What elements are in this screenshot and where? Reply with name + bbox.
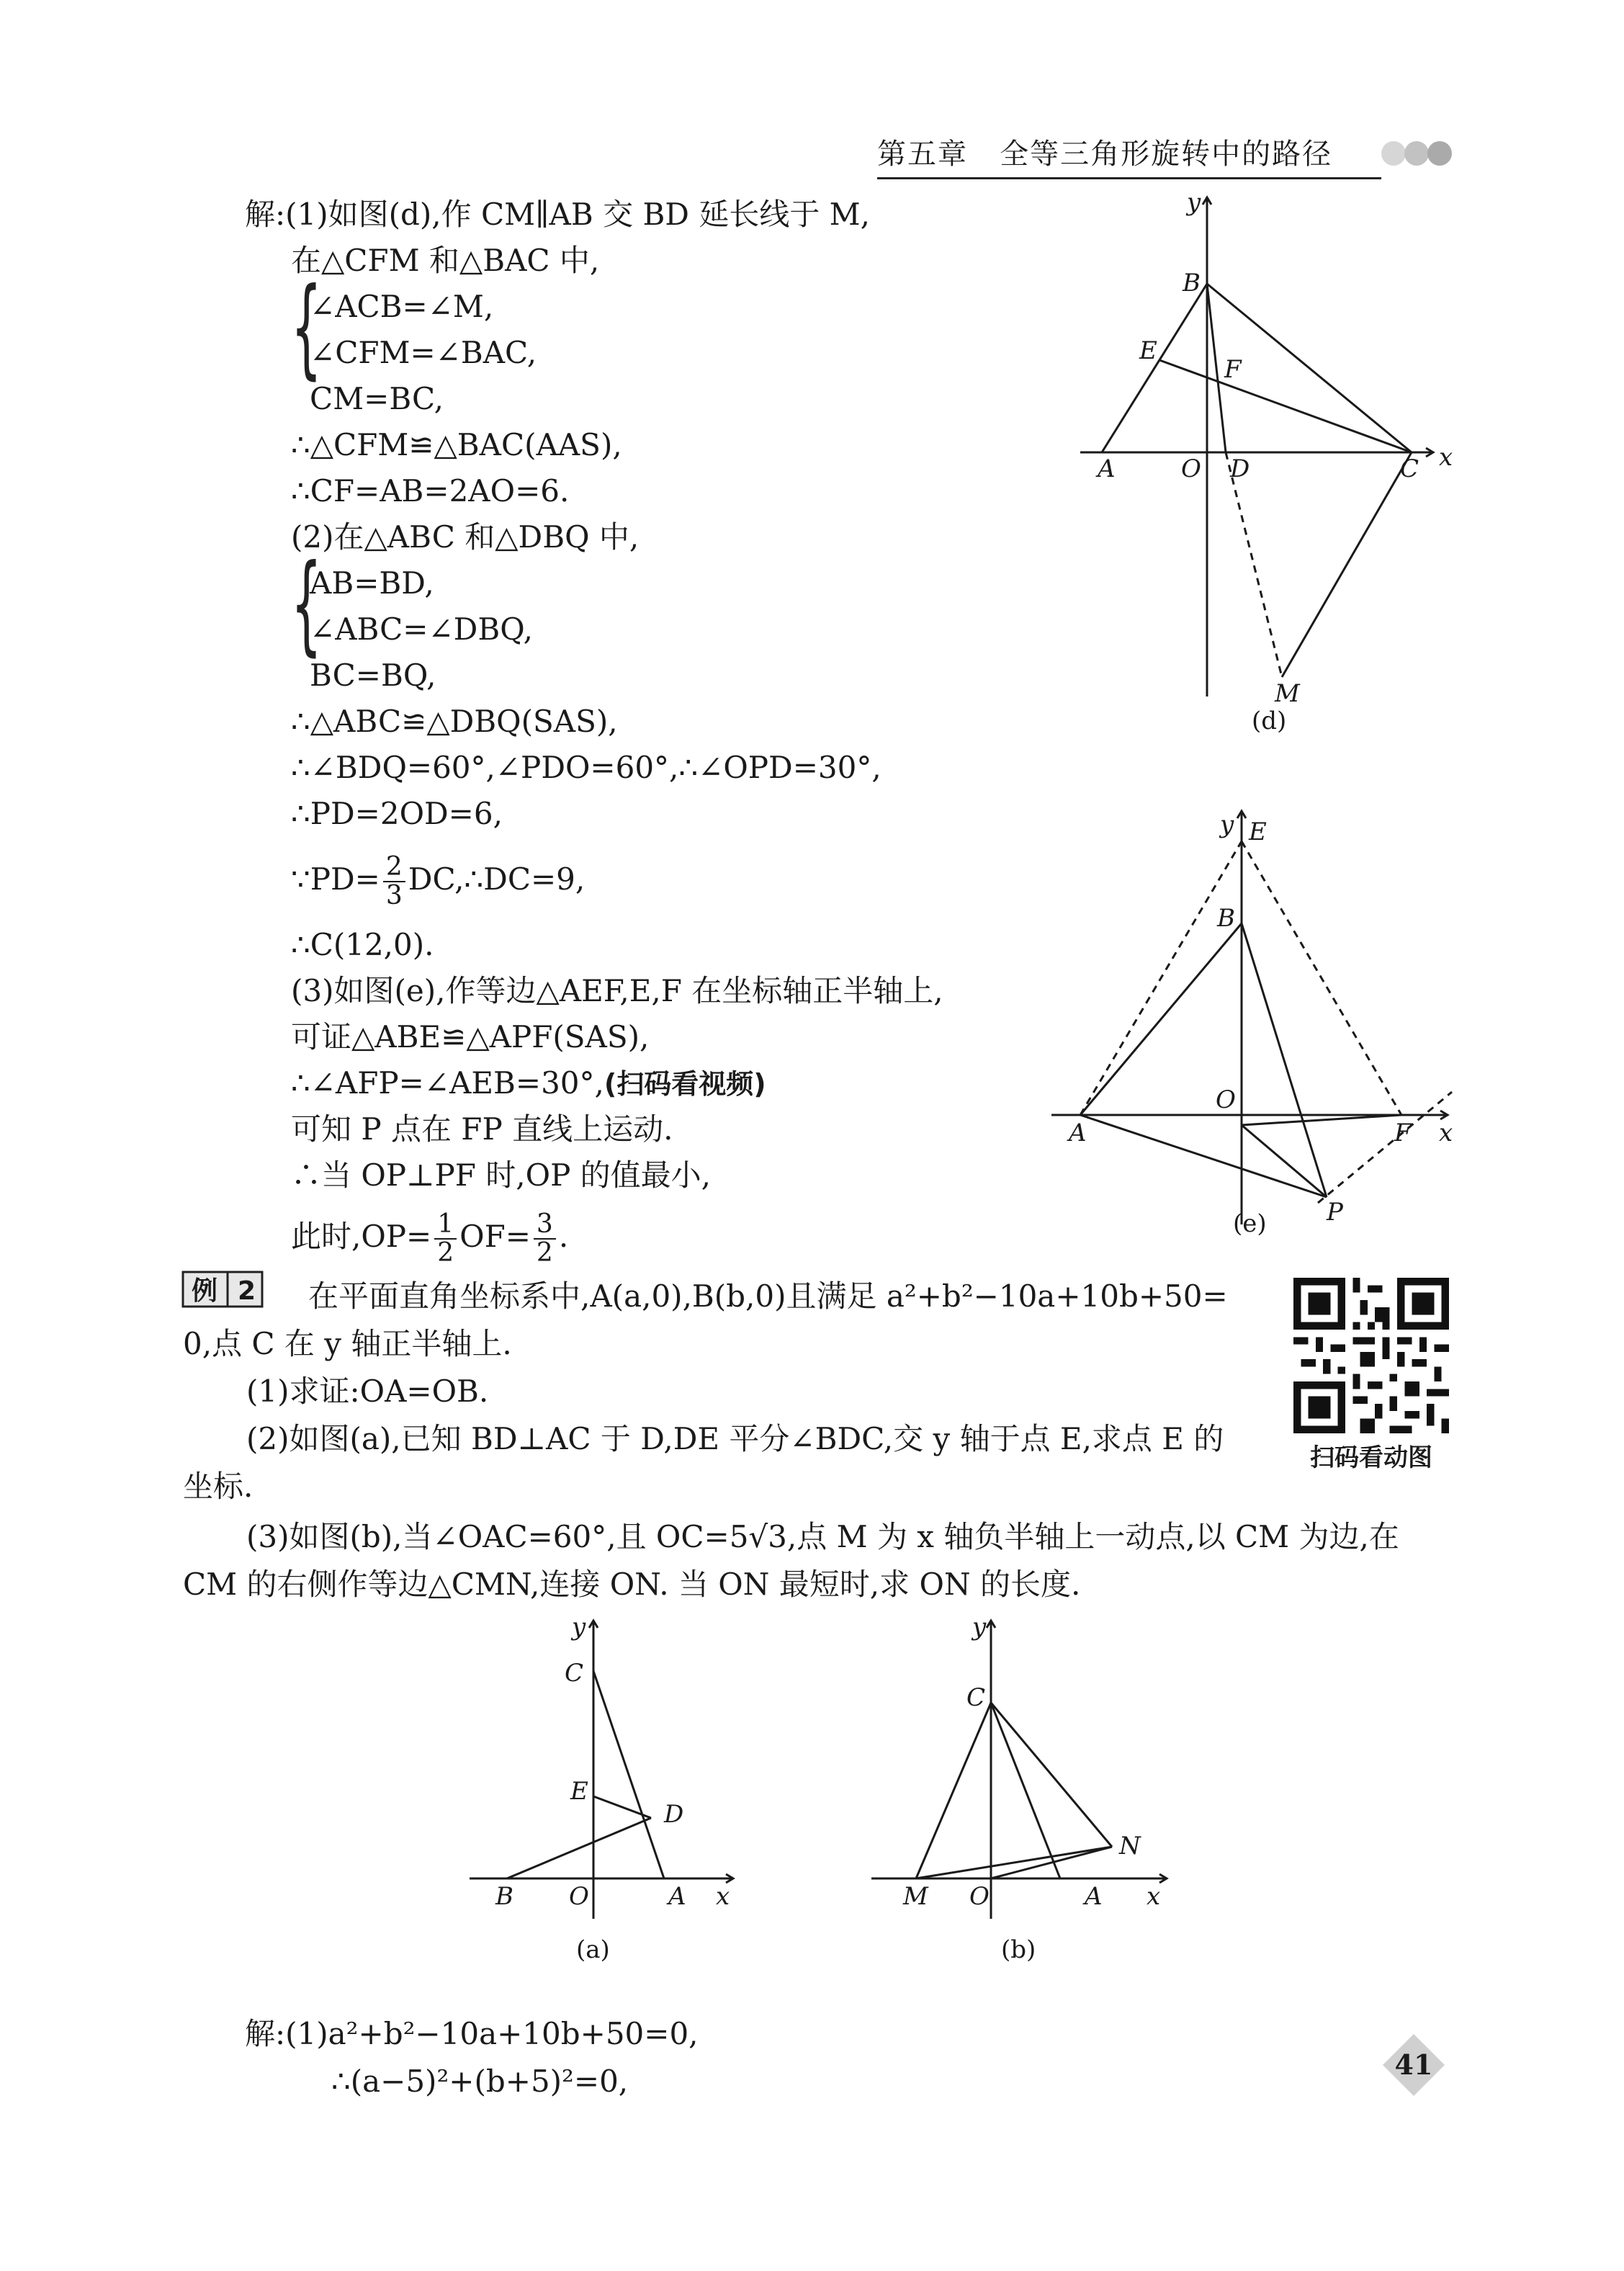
label-x: x bbox=[716, 1882, 730, 1911]
label-y: y bbox=[572, 1613, 586, 1641]
label-E: E bbox=[1249, 818, 1267, 846]
figure-e bbox=[1044, 799, 1462, 1239]
sol-line: 可知 P 点在 FP 直线上运动. bbox=[291, 1111, 673, 1147]
sol2-line: ∴(a−5)²+(b+5)²=0, bbox=[331, 2064, 629, 2099]
sol-line: (3)如图(e),作等边△AEF,E,F 在坐标轴正半轴上, bbox=[291, 973, 943, 1008]
page-number: 41 bbox=[1394, 2048, 1433, 2081]
label-E: E bbox=[570, 1777, 588, 1806]
question-2: (2)如图(a),已知 BD⊥AC 于 D,DE 平分∠BDC,交 y 轴于点 E,求点 E 的 bbox=[246, 1421, 1224, 1456]
segment-AB bbox=[1102, 284, 1207, 452]
figure-d bbox=[1073, 189, 1462, 736]
segment-OP bbox=[1242, 1125, 1327, 1197]
header-dot bbox=[1404, 141, 1429, 166]
label-P: P bbox=[1327, 1198, 1343, 1227]
segment-EC bbox=[1159, 360, 1412, 452]
segment-CM bbox=[1282, 452, 1412, 677]
label-O: O bbox=[969, 1882, 990, 1911]
label-D: D bbox=[1230, 454, 1250, 483]
example-text: 在平面直角坐标系中,A(a,0),B(b,0)且满足 a²+b²−10a+10b+50= bbox=[308, 1278, 1228, 1314]
segment-BD bbox=[507, 1818, 651, 1878]
video-link[interactable]: (扫码看视频) bbox=[604, 1068, 766, 1100]
caption-e: (e) bbox=[1233, 1209, 1267, 1238]
label-A: A bbox=[1085, 1882, 1103, 1911]
sol-line: 解:(1)如图(d),作 CM∥AB 交 BD 延长线于 M, bbox=[245, 197, 871, 232]
system-brace: { bbox=[291, 542, 322, 667]
segment-CA bbox=[991, 1703, 1060, 1878]
sol-line: (2)在△ABC 和△DBQ 中, bbox=[291, 519, 640, 555]
question-3-cont: CM 的右侧作等边△CMN,连接 ON. 当 ON 最短时,求 ON 的长度. bbox=[183, 1567, 1081, 1602]
segment-MN bbox=[916, 1847, 1112, 1878]
header-dot bbox=[1427, 141, 1452, 166]
fraction: $\frac{2}{3}$ bbox=[383, 854, 405, 910]
label-A: A bbox=[1098, 454, 1116, 483]
segment-ED bbox=[593, 1796, 651, 1818]
caption-b: (b) bbox=[1001, 1935, 1036, 1964]
line-FP-dashed bbox=[1318, 1092, 1452, 1203]
sol-line: ∴△CFM≌△BAC(AAS), bbox=[291, 427, 622, 462]
question-3: (3)如图(b),当∠OAC=60°,且 OC=5√3,点 M 为 x 轴负半轴上一动点,以 CM 为边,在 bbox=[246, 1519, 1399, 1554]
sol-line: ∴△ABC≌△DBQ(SAS), bbox=[291, 704, 618, 739]
sys-line: BC=BQ, bbox=[310, 658, 436, 693]
label-C: C bbox=[966, 1683, 986, 1712]
example-badge bbox=[181, 1269, 266, 1309]
chapter-title: 全等三角形旋转中的路径 bbox=[1000, 138, 1333, 171]
label-O: O bbox=[1216, 1085, 1236, 1114]
label-F: F bbox=[1224, 355, 1242, 384]
segment-AE-dashed bbox=[1080, 841, 1242, 1115]
segment-BD bbox=[1207, 284, 1226, 452]
label-B: B bbox=[1183, 269, 1201, 297]
sol-line-fraction: 此时,OP= $\frac{1}{2}$ OF= $\frac{3}{2}$ . bbox=[291, 1209, 569, 1268]
badge-label: 例 bbox=[192, 1276, 218, 1306]
segment-CN bbox=[991, 1703, 1112, 1847]
chapter-header bbox=[877, 133, 1332, 176]
qr-caption: 扫码看动图 bbox=[1310, 1443, 1432, 1472]
sys-line: ∠CFM=∠BAC, bbox=[310, 335, 537, 370]
label-x: x bbox=[1439, 1119, 1453, 1147]
label-N: N bbox=[1119, 1832, 1141, 1860]
label-A: A bbox=[1069, 1119, 1087, 1147]
sol-line: ∴∠AFP=∠AEB=30°,(扫码看视频) bbox=[291, 1065, 766, 1101]
label-E: E bbox=[1139, 336, 1157, 365]
label-B: B bbox=[495, 1882, 513, 1911]
label-y: y bbox=[972, 1613, 987, 1641]
label-M: M bbox=[903, 1882, 928, 1911]
label-A: A bbox=[668, 1882, 686, 1911]
label-y: y bbox=[1220, 810, 1234, 839]
sol-line-fraction: ∵PD= $\frac{2}{3}$ DC,∴DC=9, bbox=[291, 852, 586, 910]
sys-line: ∠ACB=∠M, bbox=[310, 289, 494, 324]
figure-b bbox=[864, 1609, 1181, 1984]
sol-line: ∴当 OP⊥PF 时,OP 的值最小, bbox=[291, 1157, 712, 1193]
label-O: O bbox=[569, 1882, 589, 1911]
badge-number: 2 bbox=[238, 1276, 256, 1306]
qr-code[interactable] bbox=[1293, 1278, 1449, 1433]
example-text: 0,点 C 在 y 轴正半轴上. bbox=[183, 1326, 512, 1361]
system-brace: { bbox=[291, 265, 322, 390]
sys-line: ∠ABC=∠DBQ, bbox=[310, 612, 533, 647]
segment-MC bbox=[916, 1703, 991, 1878]
segment-OF bbox=[1242, 1115, 1401, 1125]
header-dot bbox=[1381, 141, 1406, 166]
segment-AP bbox=[1080, 1115, 1327, 1197]
label-O: O bbox=[1181, 454, 1201, 483]
label-C: C bbox=[1400, 454, 1419, 483]
segment-CA bbox=[593, 1671, 664, 1878]
label-C: C bbox=[565, 1659, 584, 1688]
chapter-number: 第五章 bbox=[877, 138, 968, 171]
label-M: M bbox=[1275, 679, 1300, 708]
question-2-cont: 坐标. bbox=[183, 1469, 254, 1504]
page-number-badge bbox=[1381, 2033, 1446, 2097]
caption-d: (d) bbox=[1252, 707, 1287, 735]
segment-EF-dashed bbox=[1242, 841, 1401, 1115]
segment-DM-dashed bbox=[1226, 452, 1282, 677]
sol2-line: 解:(1)a²+b²−10a+10b+50=0, bbox=[245, 2016, 699, 2051]
sol-line: 可证△ABE≌△APF(SAS), bbox=[291, 1019, 650, 1054]
sys-line: AB=BD, bbox=[310, 565, 434, 601]
label-x: x bbox=[1147, 1882, 1161, 1911]
sol-line: ∴C(12,0). bbox=[291, 927, 434, 962]
question-1: (1)求证:OA=OB. bbox=[246, 1374, 489, 1409]
label-F: F bbox=[1394, 1119, 1412, 1147]
figure-a bbox=[467, 1609, 755, 1984]
sol-line: 在△CFM 和△BAC 中, bbox=[291, 243, 600, 278]
label-x: x bbox=[1439, 443, 1453, 472]
sol-line: ∴CF=AB=2AO=6. bbox=[291, 473, 570, 509]
label-B: B bbox=[1217, 904, 1235, 933]
header-rule bbox=[877, 177, 1381, 179]
sys-line: CM=BC, bbox=[310, 381, 444, 416]
sol-line: ∴PD=2OD=6, bbox=[291, 796, 503, 831]
label-y: y bbox=[1187, 189, 1201, 217]
label-D: D bbox=[664, 1800, 684, 1829]
sol-line: ∴∠BDQ=60°,∠PDO=60°,∴∠OPD=30°, bbox=[291, 750, 881, 785]
caption-a: (a) bbox=[576, 1935, 610, 1964]
